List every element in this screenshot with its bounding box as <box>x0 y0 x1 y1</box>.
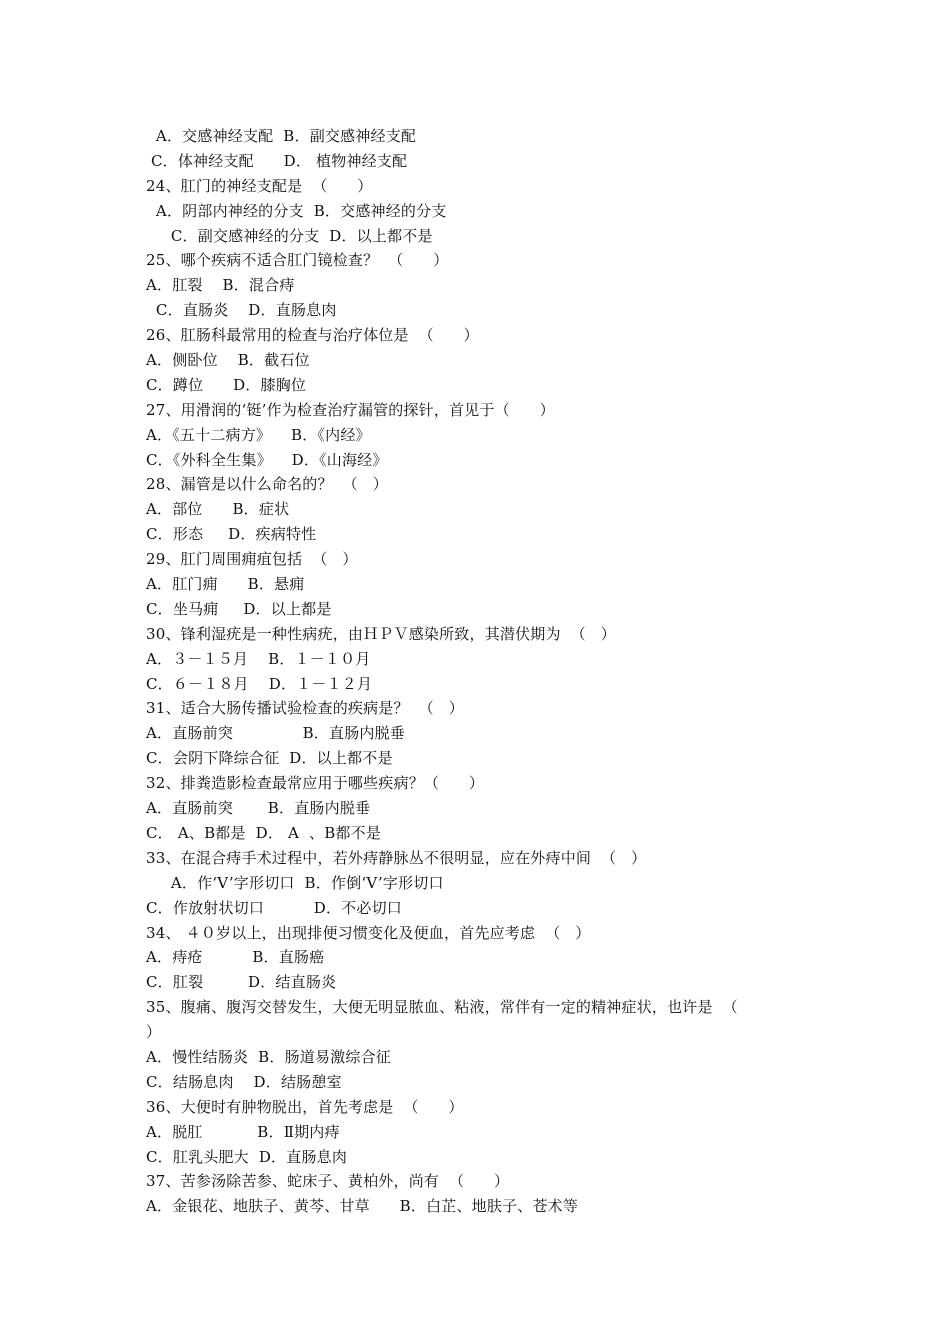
question-35: 35、腹痛、腹泻交替发生，大便无明显脓血、粘液，常伴有一定的精神症状，也许是 （ <box>146 998 738 1017</box>
question-25: 25、哪个疾病不适合肛门镜检查？ （ ） <box>146 251 449 270</box>
text-line: C．直肠炎 D．直肠息肉 <box>146 301 337 320</box>
question-37: 37、苦参汤除苦参、蛇床子、黄柏外，尚有 （ ） <box>146 1172 510 1191</box>
text-line: A．脱肛 B．Ⅱ期内痔 <box>146 1122 340 1141</box>
text-line: A．作‘V’字形切口 B．作倒‘V’字形切口 <box>146 873 444 892</box>
text-line: C．坐马痈 D．以上都是 <box>146 599 332 618</box>
text-line: C．结肠息肉 D．结肠憩室 <box>146 1072 342 1091</box>
question-30: 30、锋利湿疣是一种性病疣，由ＨＰＶ感染所致，其潜伏期为 （ ） <box>146 624 616 643</box>
text-line: A．阴部内神经的分支 B．交感神经的分支 <box>146 201 447 220</box>
question-26: 26、肛肠科最常用的检查与治疗体位是 （ ） <box>146 326 479 345</box>
question-29: 29、肛门周围痈疽包括 （ ） <box>146 550 358 569</box>
question-24: 24、肛门的神经支配是 （ ） <box>146 176 373 195</box>
text-line: C．会阴下降综合征 D．以上都不是 <box>146 749 393 768</box>
question-list <box>146 124 826 1219</box>
text-line: C．肛乳头肥大 D．直肠息肉 <box>146 1147 348 1166</box>
text-line: C．肛裂 D．结直肠炎 <box>146 973 337 992</box>
question-28: 28、漏管是以什么命名的？ （ ） <box>146 475 388 494</box>
text-line: C．作放射状切口 D．不必切口 <box>146 898 402 917</box>
text-line: A．直肠前突 B．直肠内脱垂 <box>146 724 406 743</box>
question-31: 31、适合大肠传播试验检查的疾病是？ （ ） <box>146 699 464 718</box>
text-line: C．副交感神经的分支 D．以上都不是 <box>146 226 433 245</box>
text-line: A．金银花、地肤子、黄芩、甘草 B．白芷、地肤子、苍术等 <box>146 1197 579 1216</box>
question-34: 34、 ４０岁以上，出现排便习惯变化及便血，首先应考虑 （ ） <box>146 923 591 942</box>
text-line: A．肛门痈 B．悬痈 <box>146 575 305 594</box>
text-line: A．肛裂 B．混合痔 <box>146 276 295 295</box>
question-36: 36、大便时有肿物脱出，首先考虑是 （ ） <box>146 1097 464 1116</box>
text-line: A．痔疮 B．直肠癌 <box>146 948 325 967</box>
text-line: C．体神经支配 D． 植物神经支配 <box>146 151 408 170</box>
question-27: 27、用滑润的‘铤’作为检查治疗漏管的探针，首见于（ ） <box>146 400 555 419</box>
text-line: A．慢性结肠炎 B．肠道易激综合征 <box>146 1047 391 1066</box>
text-line: C．形态 D．疾病特性 <box>146 525 317 544</box>
text-line: C．《外科全生集》 D．《山海经》 <box>146 450 388 469</box>
text-line: ） <box>146 1023 162 1042</box>
text-line: A．３－１５月 B．１－１０月 <box>146 649 371 668</box>
text-line: C． A、B都是 D． A 、B都不是 <box>146 823 382 842</box>
text-line: A．直肠前突 B．直肠内脱垂 <box>146 799 371 818</box>
text-line: C．蹲位 D．膝胸位 <box>146 375 307 394</box>
text-line: A．侧卧位 B．截石位 <box>146 351 310 370</box>
text-line: C．６－１８月 D．１－１２月 <box>146 674 373 693</box>
text-line: A．部位 B．症状 <box>146 500 290 519</box>
text-line: A．交感神经支配 B．副交感神经支配 <box>146 127 417 145</box>
question-32: 32、排粪造影检查最常应用于哪些疾病？（ ） <box>146 774 485 793</box>
text-line: A．《五十二病方》 B．《内经》 <box>146 425 371 444</box>
question-33: 33、在混合痔手术过程中，若外痔静脉丛不很明显，应在外痔中间 （ ） <box>146 848 647 867</box>
